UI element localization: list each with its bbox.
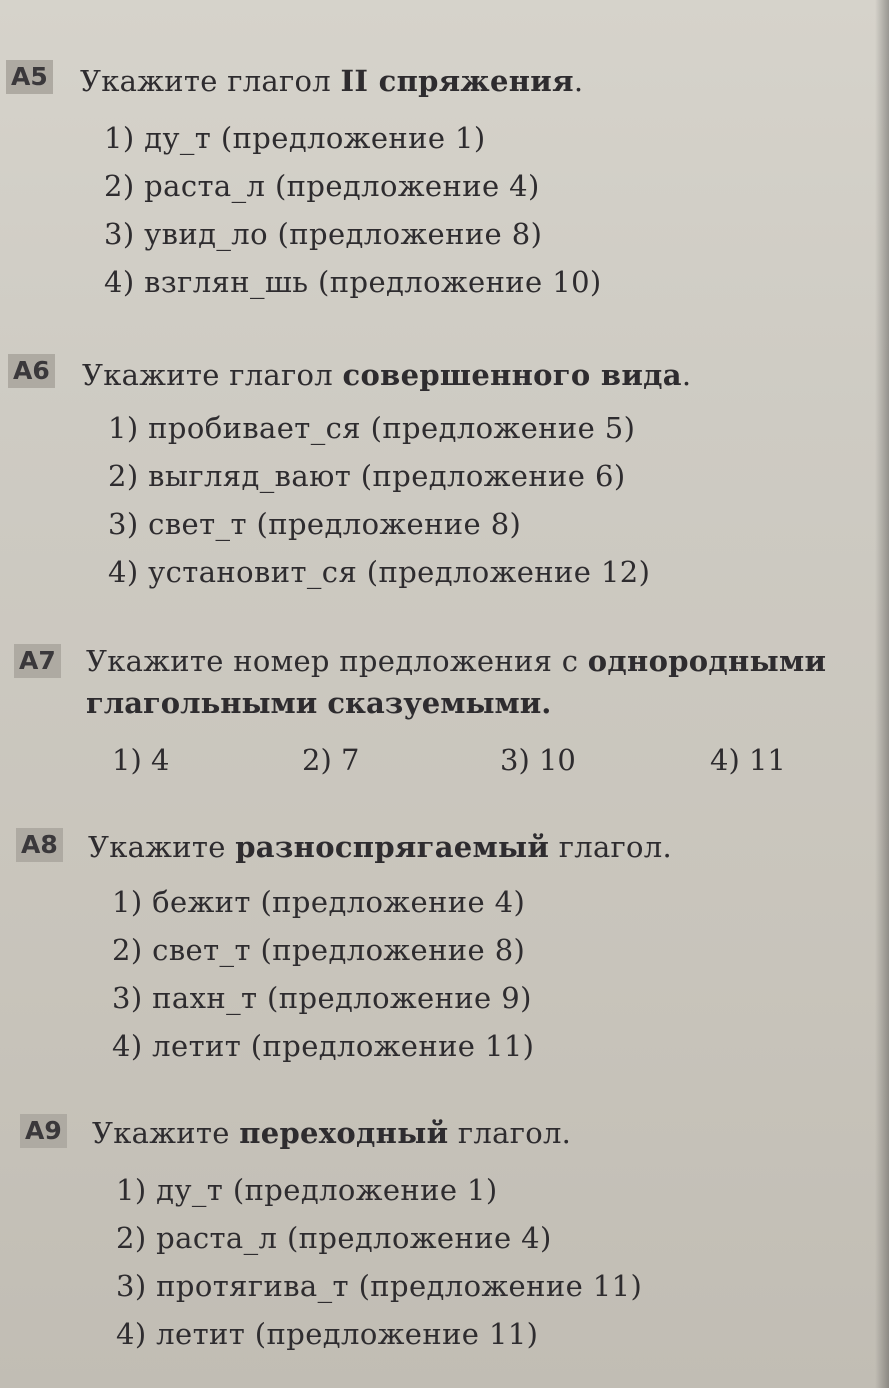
option-1: 1) ду_т (предложение 1)	[104, 121, 486, 155]
option-1: 1) бежит (предложение 4)	[112, 885, 526, 919]
option-3: 3) 10	[500, 743, 576, 777]
question-text-end: .	[573, 64, 584, 98]
option-list	[112, 878, 534, 1070]
option-3: 3) увид_ло (предложение 8)	[104, 217, 543, 251]
option-4: 4) летит (предложение 11)	[112, 1029, 535, 1063]
option-3: 3) протягива_т (предложение 11)	[116, 1269, 643, 1303]
question-number: А7	[14, 644, 61, 678]
question-number: А9	[20, 1114, 67, 1148]
question-a9	[0, 1112, 860, 1351]
question-text-plain: Укажите номер предложения с	[86, 644, 588, 678]
option-3: 3) свет_т (предложение 8)	[108, 507, 522, 541]
question-header	[0, 826, 860, 870]
question-a8	[0, 826, 860, 1063]
question-number: А5	[6, 60, 53, 94]
option-1: 1) ду_т (предложение 1)	[116, 1173, 498, 1207]
question-text-bold: совершенного вида	[342, 358, 682, 392]
option-list	[104, 114, 602, 306]
option-1: 1) 4	[112, 743, 170, 777]
option-2: 2) раста_л (предложение 4)	[104, 169, 540, 203]
question-a6	[0, 352, 860, 589]
question-text-line2: глагольными сказуемыми.	[86, 686, 552, 720]
question-header	[0, 1112, 860, 1156]
question-text-end: .	[681, 358, 692, 392]
option-2: 2) выгляд_вают (предложение 6)	[108, 459, 626, 493]
question-text-end: глагол.	[448, 1116, 572, 1150]
question-header	[0, 642, 860, 686]
option-4: 4) летит (предложение 11)	[116, 1317, 539, 1351]
option-2: 2) 7	[302, 743, 360, 777]
question-text-plain: Укажите	[92, 1116, 240, 1150]
question-number: А6	[8, 354, 55, 388]
question-text-plain: Укажите глагол	[82, 358, 343, 392]
question-text	[80, 62, 583, 100]
question-text	[82, 356, 691, 394]
question-text	[88, 828, 672, 866]
question-header	[0, 58, 860, 102]
question-text	[86, 642, 826, 680]
question-text-bold: II спряжения	[340, 64, 574, 98]
option-2: 2) свет_т (предложение 8)	[112, 933, 526, 967]
question-text	[92, 1114, 571, 1152]
question-number: А8	[16, 828, 63, 862]
question-a5	[0, 58, 860, 299]
page-edge-shadow	[875, 0, 889, 1388]
option-list	[116, 1166, 642, 1358]
question-header	[0, 352, 860, 396]
question-text-plain: Укажите	[88, 830, 236, 864]
option-2: 2) раста_л (предложение 4)	[116, 1221, 552, 1255]
question-a7	[0, 642, 860, 777]
option-3: 3) пахн_т (предложение 9)	[112, 981, 532, 1015]
option-4: 4) установит_ся (предложение 12)	[108, 555, 651, 589]
option-list	[108, 404, 650, 596]
question-text-bold: однородными	[587, 644, 827, 678]
question-text-bold: разноспрягаемый	[235, 830, 550, 864]
option-4: 4) взглян_шь (предложение 10)	[104, 265, 602, 299]
option-1: 1) пробивает_ся (предложение 5)	[108, 411, 636, 445]
question-text-bold: переходный	[239, 1116, 449, 1150]
question-text-end: глагол.	[549, 830, 673, 864]
option-row	[0, 740, 860, 780]
question-text-plain: Укажите глагол	[80, 64, 341, 98]
option-4: 4) 11	[710, 743, 786, 777]
